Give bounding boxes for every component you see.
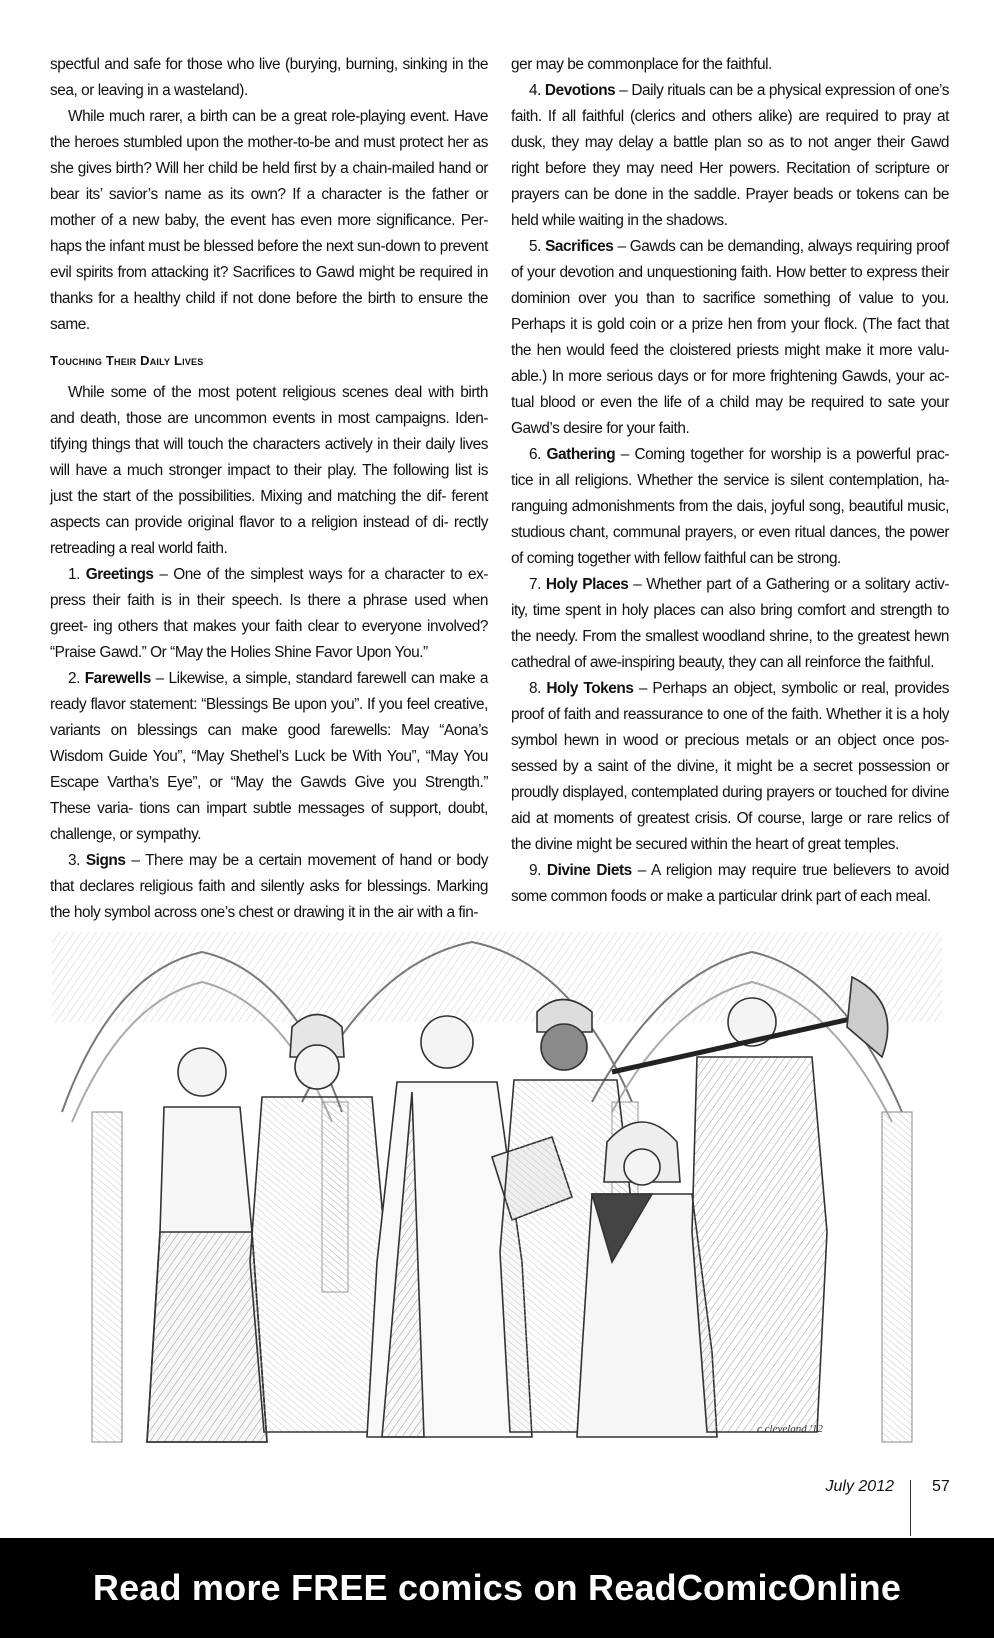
item-number: 2. xyxy=(68,670,80,687)
list-item-farewells xyxy=(50,666,488,848)
item-term: Greetings xyxy=(85,566,154,583)
vault-shading xyxy=(52,932,942,1022)
list-item-holy-places xyxy=(511,572,949,676)
list-item-gathering xyxy=(511,442,949,572)
artist-signature: c.cleveland '12 xyxy=(757,1423,823,1435)
item-term: Sacrifices xyxy=(545,238,614,255)
item-term: Holy Tokens xyxy=(546,680,634,697)
right-column xyxy=(511,52,949,910)
item-term: Holy Places xyxy=(545,576,629,593)
item-term: Devotions xyxy=(544,82,616,99)
adventurers-illustration xyxy=(52,932,942,1454)
list-item-holy-tokens xyxy=(511,676,949,858)
item-number: 4. xyxy=(529,82,541,99)
item-number: 7. xyxy=(529,576,541,593)
item-number: 9. xyxy=(529,862,541,879)
item-text: – One of the simplest ways for a character to ex- press their faith is in their speech. Is there a phrase used when greet- ing others that makes your faith clear to everyone involved? “Praise Gawd.” Or “May the Holies Shine Favor Upon You.” xyxy=(50,566,488,661)
item-text: – Perhaps an object, symbolic or real, provides proof of faith and reassurance to one of the faith. Whether it is a holy symbol hewn in wood or precious metals or an object once pos- sessed by a saint of the divine, it might be a secret possession or proudly displayed, contemplated during prayers or touched for divine aid at moments of greatest crisis. Of course, large or rare relics of the divine might be secured within the heart of great temples. xyxy=(511,680,950,853)
list-item-signs xyxy=(50,848,488,926)
issue-date: July 2012 xyxy=(825,1478,894,1495)
list-item-divine-diets xyxy=(511,858,949,910)
item-text: – Whether part of a Gathering or a solitary activ- ity, time spent in holy places can also bring comfort and strength to the needy. From the smallest woodland shrine, to the greatest hewn cathedral of awe-inspiring beauty, they can all reinforce the faithful. xyxy=(511,576,949,671)
paragraph: ger may be commonplace for the faithful. xyxy=(511,56,772,73)
item-term: Divine Diets xyxy=(546,862,632,879)
item-number: 5. xyxy=(529,238,541,255)
footer-divider xyxy=(910,1480,911,1536)
list-item-sacrifices xyxy=(511,234,949,442)
item-term: Gathering xyxy=(546,446,616,463)
list-item-devotions xyxy=(511,78,949,234)
item-number: 3. xyxy=(68,852,80,869)
promo-banner[interactable] xyxy=(0,1538,994,1638)
item-text: – Daily rituals can be a physical expression of one’s faith. If all faithful (clerics and others alike) are required to pray at dusk, they may delay a battle plan so as to not anger their Gawd right before they may need Her powers. Recitation of scripture or prayers can be done in the saddle. Prayer beads or tokens can be held while waiting in the shadows. xyxy=(511,82,949,229)
item-term: Farewells xyxy=(84,670,151,687)
item-number: 8. xyxy=(529,680,541,697)
item-number: 1. xyxy=(68,566,80,583)
left-column xyxy=(50,52,488,926)
paragraph: While much rarer, a birth can be a great role-playing event. Have the heroes stumbled upon the mother-to-be and must protect her as she gives birth? Will her child be held first by a chain-mailed hand or bear its’ savior’s name as its own? If a character is the father or mother of a new baby, the event has even more significance. Per- haps the infant must be blessed before the next sun-down to prevent evil spirits from attacking it? Sacrifices to Gawd might be required in thanks for a healthy child if not done before the birth to ensure the same. xyxy=(50,108,488,333)
item-number: 6. xyxy=(529,446,541,463)
promo-banner-text: Read more FREE comics on ReadComicOnline xyxy=(92,1567,902,1608)
page-number: 57 xyxy=(932,1478,950,1495)
item-text: – There may be a certain movement of hand or body that declares religious faith and silently asks for blessings. Marking the holy symbol across one’s chest or drawing it in the air with a fin- xyxy=(50,852,488,921)
item-term: Signs xyxy=(85,852,126,869)
paragraph: spectful and safe for those who live (burying, burning, sinking in the sea, or leaving in a wasteland). xyxy=(50,56,488,99)
section-heading: Touching Their Daily Lives xyxy=(50,353,204,368)
list-item-greetings xyxy=(50,562,488,666)
item-text: – Coming together for worship is a powerful prac- tice in all religions. Whether the service is silent contemplation, ha- ranguing admonishments from the dais, joyful song, beautiful music, studious chant, communal prayers, or even ritual dances, the power of coming together with fellow faithful can be strong. xyxy=(511,446,949,567)
paragraph: While some of the most potent religious scenes deal with birth and death, those are uncommon events in most campaigns. Iden- tifying things that will touch the characters actively in their daily lives will have a much stronger impact to their play. The following list is just the start of the possibilities. Mixing and matching the dif- ferent aspects can provide original flavor to a religion instead of di- rectly retreading a real world faith. xyxy=(50,384,488,557)
item-text: – Gawds can be demanding, always requiring proof of your devotion and unquestioning faith. How better to express their dominion over you than to sacrifice something of value to you. Perhaps it is gold coin or a prize hen from your flock. (The fact that the hen would feed the cloistered priests might make it more valu- able.) In more serious days or for more frightening Gawds, your ac- tual blood or even the life of a child may be required to sate your Gawd’s desire for your faith. xyxy=(511,238,950,437)
item-text: – A religion may require true believers to avoid some common foods or make a particular drink part of each meal. xyxy=(511,862,950,905)
item-text: – Likewise, a simple, standard farewell can make a ready flavor statement: “Blessings Be upon you”. If you feel creative, variants on blessings can make good farewells: May “Aona’s Wisdom Guide You”, “May Shethel’s Luck be With You”, “May You Escape Vartha’s Eye”, or “May the Gawds Give you Strength.” These varia- tions can impart subtle messages of support, doubt, challenge, or sympathy. xyxy=(50,670,489,843)
